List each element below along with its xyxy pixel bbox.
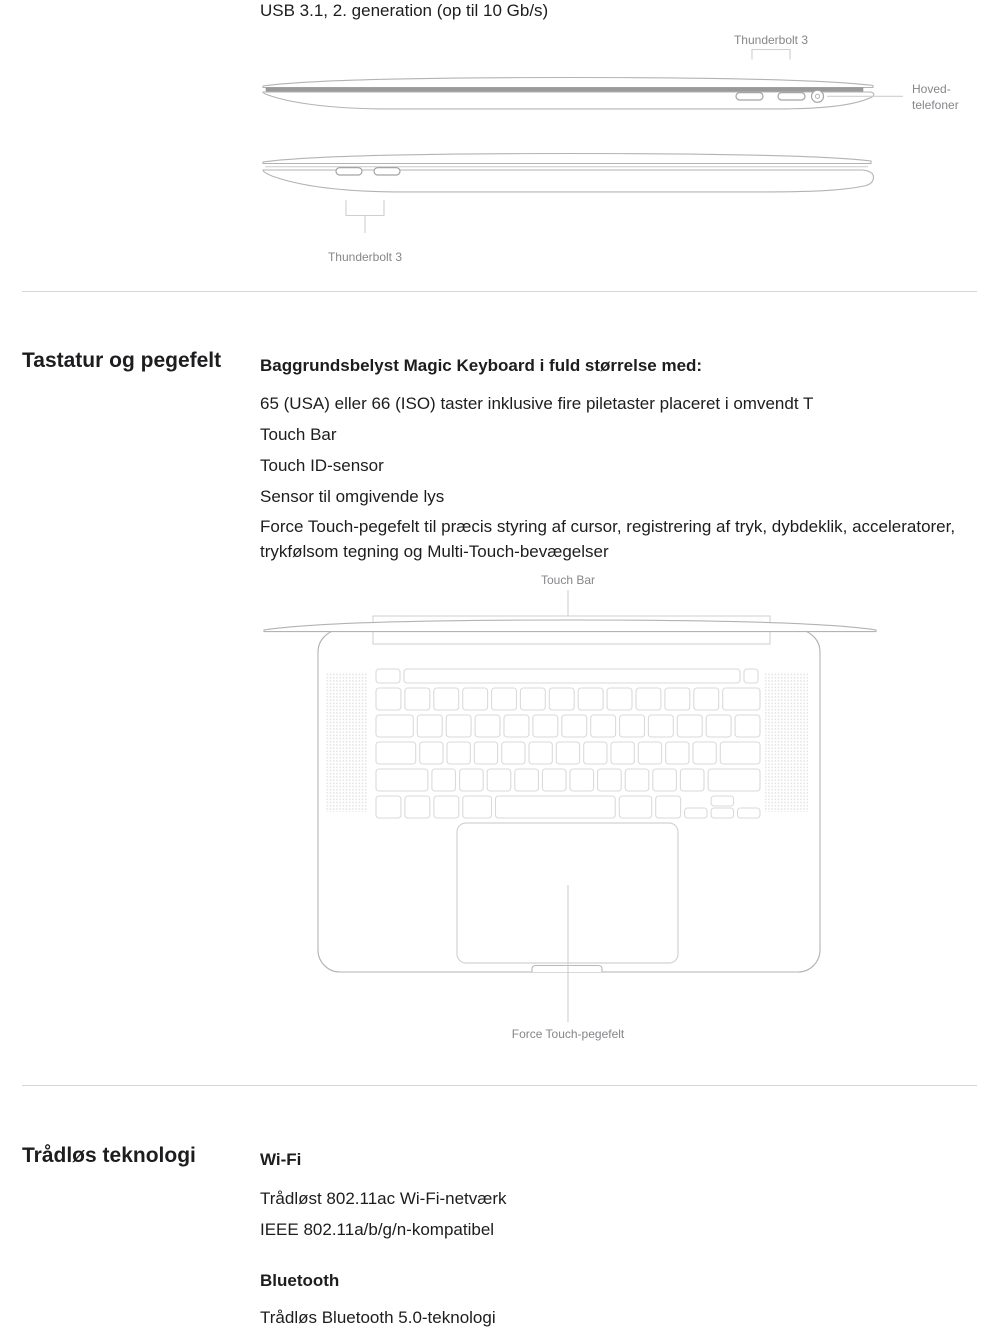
headphone-jack-icon [812, 90, 824, 102]
keyboard-key [677, 715, 702, 737]
force-touch-label: Force Touch-pegefelt [511, 1027, 625, 1041]
keyboard-key [636, 688, 661, 710]
headphones-label-line2: telefoner [912, 98, 959, 112]
keyboard-key [504, 715, 529, 737]
thunderbolt-label-bottom: Thunderbolt 3 [327, 250, 403, 264]
keyboard-key [549, 688, 574, 710]
usb-spec-line: USB 3.1, 2. generation (op til 10 Gb/s) [260, 1, 549, 20]
keyboard-key [666, 742, 689, 764]
keyboard-key [376, 769, 428, 791]
keyboard-key [638, 742, 661, 764]
keyboard-key [562, 715, 587, 737]
thunderbolt-port-icon [336, 168, 362, 175]
section-divider [22, 1085, 977, 1086]
keyboard-key [463, 688, 488, 710]
headphones-label-line1: Hoved- [912, 82, 951, 96]
keyboard-key [598, 769, 622, 791]
keyboard-key [376, 796, 401, 818]
thunderbolt-port-icon [736, 93, 763, 100]
keyboard-key [694, 688, 719, 710]
keyboard-key [434, 688, 459, 710]
keyboard-key [620, 715, 645, 737]
keyboard-key [432, 769, 456, 791]
macbook-right-side-view [263, 78, 903, 109]
keyboard-key [446, 715, 471, 737]
keyboard-key [693, 742, 716, 764]
speaker-grille-right [765, 672, 808, 812]
keyboard-key [496, 796, 616, 818]
keyboard-key [405, 796, 430, 818]
keyboard-item: 65 (USA) eller 66 (ISO) taster inklusive fire piletaster placeret i omvendt T [260, 394, 814, 413]
screen-edge [264, 620, 876, 632]
bluetooth-title: Bluetooth [260, 1271, 340, 1290]
keyboard-item: Touch ID-sensor [260, 456, 384, 475]
thunderbolt-port-icon [778, 93, 805, 100]
wireless-section-heading: Trådløs teknologi [22, 1144, 196, 1167]
keyboard-key [474, 742, 497, 764]
keyboard-key [591, 715, 616, 737]
macbook-left-side-view [263, 154, 874, 234]
keyboard-key [405, 688, 430, 710]
headphones-label [912, 81, 982, 113]
keyboard-key [680, 769, 704, 791]
keyboard-key [460, 769, 484, 791]
bluetooth-item: Trådløs Bluetooth 5.0-teknologi [260, 1308, 496, 1327]
keyboard-key [463, 796, 492, 818]
keyboard-intro: Baggrundsbelyst Magic Keyboard i fuld størrelse med: [260, 356, 703, 375]
arrow-left-key [685, 808, 708, 818]
arrow-down-key [711, 808, 734, 818]
keyboard-key [625, 769, 649, 791]
keyboard-key [417, 715, 442, 737]
keyboard-key [492, 688, 517, 710]
thumb-scoop-notch [532, 966, 602, 973]
lid-profile [263, 154, 871, 164]
keyboard-key [665, 688, 690, 710]
keyboard-key [475, 715, 500, 737]
keyboard-key [578, 688, 603, 710]
keyboard-key [533, 715, 558, 737]
keyboard-item: Sensor til omgivende lys [260, 487, 445, 506]
touch-bar-label: Touch Bar [540, 573, 596, 587]
touch-id-key [744, 669, 758, 683]
keyboard-key [542, 769, 566, 791]
keyboard-key [735, 715, 760, 737]
keyboard-key [376, 742, 416, 764]
thunderbolt-label-top: Thunderbolt 3 [733, 33, 809, 47]
wifi-item: Trådløst 802.11ac Wi-Fi-netværk [260, 1189, 507, 1208]
macbook-side-views-diagram [0, 0, 999, 280]
keyboard-key [607, 688, 632, 710]
thunderbolt-bracket-top [752, 50, 790, 60]
keyboard-key [611, 742, 634, 764]
keyboard-key [420, 742, 443, 764]
arrow-right-key [738, 808, 761, 818]
section-divider [22, 291, 977, 292]
keyboard-key [447, 742, 470, 764]
keyboard-key [708, 769, 760, 791]
keyboard-key [520, 688, 545, 710]
keyboard-key [723, 688, 760, 710]
keyboard-key [570, 769, 594, 791]
keyboard-key [656, 796, 681, 818]
keyboard-key [619, 796, 651, 818]
thunderbolt-port-icon [374, 168, 400, 175]
keyboard-key [584, 742, 607, 764]
macbook-keyboard-top-view-diagram [262, 590, 878, 1026]
keyboard-key [515, 769, 539, 791]
keyboard-key [720, 742, 760, 764]
keyboard-key [434, 796, 459, 818]
wifi-title: Wi-Fi [260, 1150, 302, 1169]
keyboard-item: Touch Bar [260, 425, 337, 444]
keyboard-key [648, 715, 673, 737]
speaker-grille-left [325, 672, 368, 812]
keyboard-key [653, 769, 677, 791]
keyboard-key [487, 769, 511, 791]
keyboard-item: Force Touch-pegefelt til præcis styring af cursor, registrering af tryk, dybdeklik, acceleratorer, trykfølsom tegning og Multi-Touch-bevægelser [260, 517, 956, 561]
lid-gap [266, 88, 863, 92]
keyboard-section-heading: Tastatur og pegefelt [22, 349, 222, 372]
keyboard-key [376, 688, 401, 710]
keyboard-key [529, 742, 552, 764]
keyboard-key [502, 742, 525, 764]
touch-bar [404, 669, 740, 683]
esc-key [376, 669, 400, 683]
keyboard-key [376, 715, 413, 737]
lid-profile [263, 78, 873, 88]
keyboard-key [556, 742, 579, 764]
thunderbolt-bracket-bottom [346, 200, 384, 233]
wifi-item: IEEE 802.11a/b/g/n-kompatibel [260, 1220, 495, 1239]
arrow-up-key [711, 796, 734, 806]
keyboard-key [706, 715, 731, 737]
